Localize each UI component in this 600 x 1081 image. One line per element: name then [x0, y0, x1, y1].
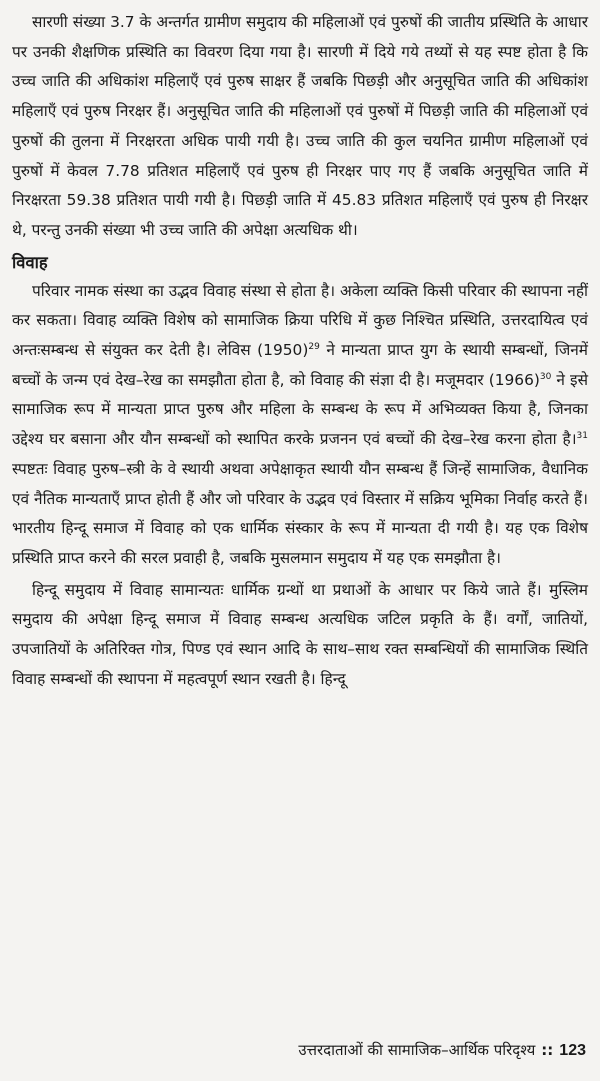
paragraph-caste-literacy: सारणी संख्या 3.7 के अन्तर्गत ग्रामीण समुदाय की महिलाओं एवं पुरुषों की जातीय प्रस्थिति के आधार पर उनकी शैक्षणिक प्रस्थिति का विवरण दिया गया है। सारणी में दिये गये तथ्यों से यह स्पष्ट होता है कि उच्च जाति की अधिकांश महिलाएँ एवं पुरुष साक्षर हैं जबकि पिछड़ी और अनुसूचित जाति की अधिकांश महिलाएँ एवं पुरुष निरक्षर हैं। अनुसूचित जाति की महिलाओं एवं पुरुषों में पिछड़ी जाति की महिलाओं एवं पुरुषों की तुलना में निरक्षरता अधिक पायी गयी है। उच्च जाति की कुल चयनित ग्रामीण महिलाओं एवं पुरुषों में केवल 7.78 प्रतिशत महिलाएँ एवं पुरुष ही निरक्षर पाए गए हैं जबकि अनुसूचित जाति में निरक्षरता 59.38 प्रतिशत पायी गयी है। पिछड़ी जाति में 45.83 प्रतिशत महिलाएँ एवं पुरुष ही निरक्षर थे, परन्तु उनकी संख्या भी उच्च जाति की अपेक्षा अत्यधिक थी। [12, 13, 588, 239]
marriage-text-part2: ने मान्यता प्राप्त युग के स्थायी सम्बन्धों, जिनमें बच्चों के जन्म एवं देख–रेख का समझौता होता है, को विवाह की संज्ञा दी है। मजूमदार (1966) [12, 341, 588, 389]
paragraph-marriage-definition [12, 277, 588, 574]
page-body [12, 8, 588, 694]
footnote-ref-31[interactable]: 31 [576, 431, 588, 442]
paragraph-hindu-marriage: हिन्दू समुदाय में विवाह सामान्यतः धार्मिक ग्रन्थों था प्रथाओं के आधार पर किये जाते हैं। मुस्लिम समुदाय की अपेक्षा हिन्दू समाज में विवाह सम्बन्ध अत्यधिक जटिल प्रकृति के हैं। वर्गों, जातियों, उपजातियों के अतिरिक्त गोत्र, पिण्ड एवं स्थान आदि के साथ–साथ रक्त सम्बन्धियों की सामाजिक स्थिति विवाह सम्बन्धों की स्थापना में महत्वपूर्ण स्थान रखती है। हिन्दू [12, 580, 588, 688]
section-heading-marriage: विवाह [12, 252, 48, 272]
marriage-text-part1: परिवार नामक संस्था का उद्भव विवाह संस्था से होता है। अकेला व्यक्ति किसी परिवार की स्थापना नहीं कर सकता। विवाह व्यक्ति विशेष को सामाजिक क्रिया परिधि में कुछ निश्चित प्रस्थिति, उत्तरदायित्व एवं अन्तःसम्बन्ध से संयुक्त कर देती है। लेविस (1950) [12, 281, 588, 360]
page-footer [298, 1040, 586, 1061]
marriage-text-part4: स्पष्टतः विवाह पुरुष–स्त्री के वे स्थायी अथवा अपेक्षाकृत स्थायी यौन सम्बन्ध हैं जिन्हें सामाजिक, वैधानिक एवं नैतिक मान्यताएँ प्राप्त होती हैं और जो परिवार के उद्भव एवं विस्तार में सक्रिय भूमिका निर्वाह करते हैं। भारतीय हिन्दू समाज में विवाह को एक धार्मिक संस्कार के रूप में मान्यता दी गयी है। यह एक विशेष प्रस्थिति प्राप्त करने की सरल प्रवाही है, जबकि मुसलमान समुदाय में यह एक समझौता है। [12, 459, 588, 567]
running-title: उत्तरदाताओं की सामाजिक–आर्थिक परिदृश्य [298, 1041, 536, 1059]
footer-separator: :: [541, 1041, 554, 1059]
page-number: 123 [559, 1042, 586, 1059]
marriage-text-part3: ने इसे सामाजिक रूप में मान्यता प्राप्त पुरुष और महिला के सम्बन्ध के रूप में अभिव्यक्त किया है, जिनका उद्देश्य घर बसाना और यौन सम्बन्धों को स्थापित करके प्रजनन एवं बच्चों की देख–रेख करना होता है। [12, 370, 588, 449]
footnote-ref-30[interactable]: 30 [539, 371, 552, 382]
footnote-ref-29[interactable]: 29 [308, 341, 320, 352]
